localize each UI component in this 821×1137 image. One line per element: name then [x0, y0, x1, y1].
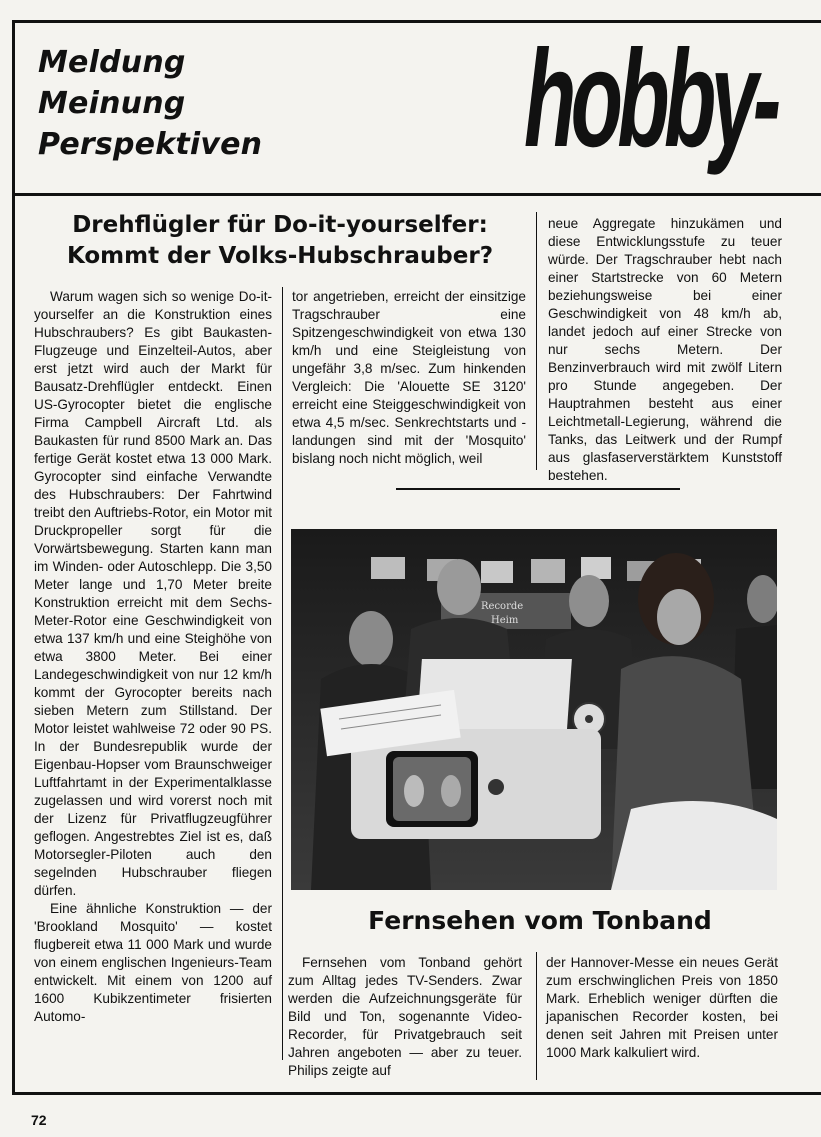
section-kicker	[38, 42, 262, 165]
article-title-gyrocopter	[30, 210, 530, 272]
paragraph: Eine ähnliche Konstruktion — der 'Brookland Mosquito' — kostet flugbereit etwa 11 000 Mark und wurde von einem englischen Ingenieurs-Team entwickelt. Mit einem von 1200 auf 1600 Kubikzentimeter frisierten Automo-	[34, 901, 272, 1024]
paragraph: neue Aggregate hinzukämen und diese Entwicklungsstufe zu teuer würde. Der Tragschrauber hebt nach einer Startstrecke von 60 Metern beziehungsweise bei einer Geschwindigkeit von 48 km/h ab, landet jedoch auf einer Strecke von nur sechs Metern. Der Benzinverbrauch wird mit zwölf Litern pro Stunde angegeben. Der Hauptrahmen besteht aus einer Leichtmetall-Legierung, während die Tanks, das Leitwerk und der Rumpf aus glasfaserverstärktem Kunststoff bestehen.	[548, 216, 782, 483]
kicker-line-3: Perspektiven	[38, 127, 263, 162]
column-rule	[536, 212, 537, 470]
kicker-line-2: Meinung	[38, 86, 186, 121]
page-number: 72	[31, 1112, 47, 1128]
article2-column-1	[288, 954, 522, 1080]
article-column-3	[548, 215, 782, 485]
paragraph: Fernsehen vom Tonband gehört zum Alltag jedes TV-Senders. Zwar werden die Aufzeichnungsgeräte für Bild und Ton, sogenannte Video-Recorder, für Privatgebrauch seit Jahren angeboten — aber zu teuer. Philips zeigte auf	[288, 955, 522, 1078]
article-title-line-1: Drehflügler für Do-it-yourselfer:	[72, 212, 488, 238]
section-logo	[514, 0, 821, 190]
article-title-line-2: Kommt der Volks-Hubschrauber?	[66, 243, 494, 269]
section-logo-text: hobby-	[524, 22, 776, 176]
photo-sign-text-1: Recorde	[481, 601, 524, 612]
column-rule	[282, 287, 283, 1060]
paragraph: der Hannover-Messe ein neues Gerät zum erschwinglichen Preis von 1850 Mark. Erheblich weniger dürften die japanischen Recorder kosten, bei denen seit Jahren mit Preisen unter 1000 Mark kalkuliert wird.	[546, 955, 778, 1060]
kicker-line-1: Meldung	[38, 45, 186, 80]
header-rule	[12, 193, 821, 196]
article-separator	[396, 488, 680, 490]
column-rule	[536, 952, 537, 1080]
article-column-1	[34, 288, 272, 1026]
photo-video-recorder-demo	[291, 529, 777, 890]
article2-column-2	[546, 954, 778, 1062]
paragraph: Warum wagen sich so wenige Do-it-yourselfer an die Konstruktion eines Hubschraubers? Es gibt Baukasten-Flugzeuge und Einzelteil-Autos, aber erst jetzt wird auch der Markt für Bausatz-Drehflügler entdeckt. Einen US-Gyrocopter bietet die englische Firma Campbell Aircraft Ltd. als Baukasten für rund 8500 Mark an. Das fertige Gerät kostet etwa 13 000 Mark. Gyrocopter sind einfache Verwandte des Hubschraubers: Der Fahrtwind treibt den Auftriebs-Rotor, ein Motor mit Druckpropeller sorgt für die Vorwärtsbewegung. Starten kann man im Winden- oder Autoschlepp. Die 3,50 Meter lange und 1,70 Meter breite Konstruktion erreicht mit dem Sechs-Meter-Rotor eine Geschwindigkeit von etwa 137 km/h und eine Steighöhe von etwa 3800 Meter. Bei einer Landegeschwindigkeit von nur 12 km/h kommt der Gyrocopter bereits nach sieben Metern zum Stillstand. Der Motor leistet wahlweise 72 oder 90 PS. In der Bundesrepublik wurde der Eigenbau-Hopser vom Braunschweiger Luftfahrtamt in der Experimentalklasse zugelassen und wird vorerst noch mit der Lizenz für Privatflugzeugführer geflogen. Angestrebtes Ziel ist es, daß Motorsegler-Piloten auch den segelnden Hubschrauber fliegen dürfen.	[34, 289, 272, 898]
paragraph: tor angetrieben, erreicht der einsitzige Tragschrauber eine Spitzengeschwindigkeit von etwa 130 km/h und eine Steigleistung von ungefähr 3,8 m/sec. Zum hinkenden Vergleich: Die 'Alouette SE 3120' erreicht eine Steiggeschwindigkeit von etwa 4,5 m/sec. Senkrechtstarts und -landungen sind mit der 'Mosquito' bislang noch nicht möglich, weil	[292, 289, 526, 466]
article-column-2	[292, 288, 526, 468]
article-title-tv: Fernsehen vom Tonband	[368, 906, 712, 935]
photo-sign-text-2: Heim	[491, 615, 519, 626]
